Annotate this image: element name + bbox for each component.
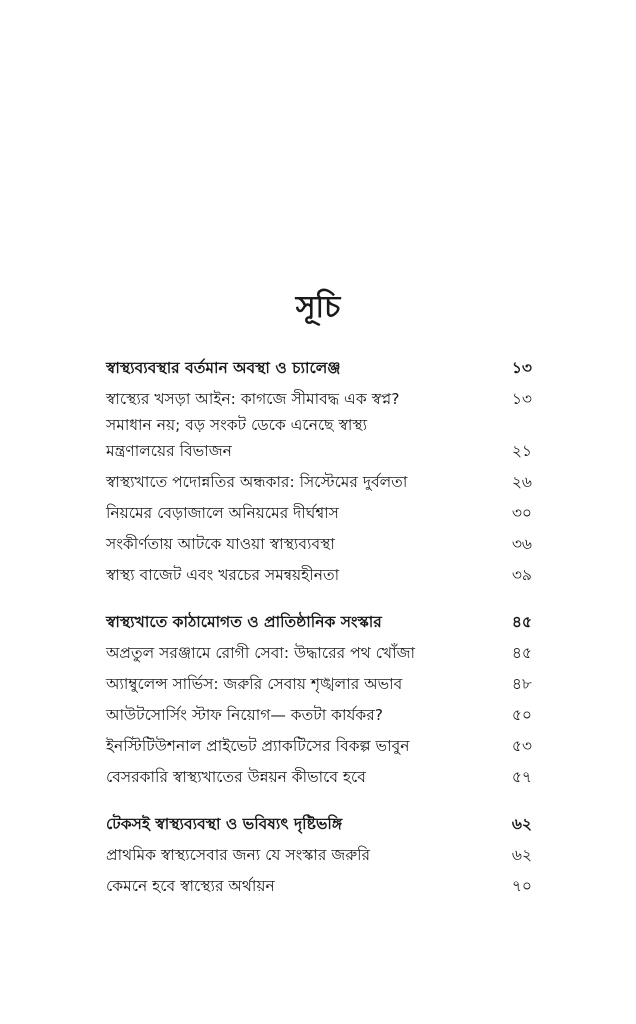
table-of-contents	[106, 350, 532, 915]
toc-entry-page: ৩০	[511, 504, 532, 522]
toc-entry-title: বেসরকারি স্বাস্থ্যখাতের উন্নয়ন কীভাবে হবে	[106, 768, 366, 786]
section-heading-page: ৪৫	[511, 613, 532, 631]
toc-section-1	[106, 350, 532, 588]
toc-entry[interactable]	[106, 728, 532, 759]
section-heading-title: স্বাস্থ্যব্যবস্থার বর্তমান অবস্থা ও চ্যালেঞ্জ	[106, 359, 341, 377]
toc-entry-title: স্বাস্থ্য বাজেট এবং খরচের সমন্বয়হীনতা	[106, 566, 340, 584]
section-heading[interactable]	[106, 604, 532, 635]
toc-entry-page: ৫০	[511, 706, 532, 724]
section-heading-title: টেকসই স্বাস্থ্যব্যবস্থা ও ভবিষ্যৎ দৃষ্টিভঙ্গি	[106, 815, 343, 833]
toc-entry[interactable]	[106, 868, 532, 899]
toc-entry[interactable]	[106, 495, 532, 526]
toc-section-3	[106, 806, 532, 899]
toc-entry-page: ৪৮	[511, 675, 532, 693]
toc-entry[interactable]	[106, 412, 532, 464]
toc-entry-page: ৫৭	[511, 768, 532, 786]
toc-entry-page: ২১	[511, 442, 532, 460]
toc-entry-title: ইনস্টিটিউশনাল প্রাইভেট প্র্যাকটিসের বিকল্প ভাবুন	[106, 737, 410, 755]
toc-entry-page: ৩৯	[511, 566, 532, 584]
toc-entry[interactable]	[106, 635, 532, 666]
toc-entry-title: স্বাস্থ্যের খসড়া আইন: কাগজে সীমাবদ্ধ এক স্বপ্ন?	[106, 390, 400, 408]
toc-entry-page: ২৬	[511, 473, 532, 491]
toc-entry-page: ৫৩	[511, 737, 532, 755]
toc-entry-title: সমাধান নয়; বড় সংকট ডেকে এনেছে স্বাস্থ্য মন্ত্রণালয়ের বিভাজন	[106, 416, 368, 460]
section-heading-page: ৬২	[511, 815, 532, 833]
toc-entry-page: ৭০	[511, 877, 532, 895]
toc-entry-title: আউটসোর্সিং স্টাফ নিয়োগ— কতটা কার্যকর?	[106, 706, 383, 724]
toc-entry-title: সংকীর্ণতায় আটকে যাওয়া স্বাস্থ্যব্যবস্থা	[106, 535, 335, 553]
toc-entry-page: ৪৫	[511, 644, 532, 662]
toc-entry-title: অপ্রতুল সরঞ্জামে রোগী সেবা: উদ্ধারের পথ খোঁজা	[106, 644, 415, 662]
toc-entry-title: কেমনে হবে স্বাস্থ্যের অর্থায়ন	[106, 877, 275, 895]
toc-entry[interactable]	[106, 381, 532, 412]
toc-entry-title: অ্যাম্বুলেন্স সার্ভিস: জরুরি সেবায় শৃঙ্খলার অভাব	[106, 675, 403, 693]
section-heading-title: স্বাস্থ্যখাতে কাঠামোগত ও প্রাতিষ্ঠানিক সংস্কার	[106, 613, 382, 631]
toc-entry[interactable]	[106, 759, 532, 790]
toc-entry[interactable]	[106, 464, 532, 495]
toc-entry-title: প্রাথমিক স্বাস্থ্যসেবার জন্য যে সংস্কার জরুরি	[106, 846, 371, 864]
toc-entry[interactable]	[106, 697, 532, 728]
section-heading-page: ১৩	[511, 359, 532, 377]
page-title: সূচি	[295, 290, 341, 325]
section-heading[interactable]	[106, 806, 532, 837]
toc-entry-title: নিয়মের বেড়াজালে অনিয়মের দীর্ঘশ্বাস	[106, 504, 339, 522]
toc-entry[interactable]	[106, 526, 532, 557]
toc-entry-page: ৬২	[511, 846, 532, 864]
toc-entry-page: ৩৬	[511, 535, 532, 553]
toc-entry-page: ১৩	[511, 390, 532, 408]
section-heading[interactable]	[106, 350, 532, 381]
toc-entry-title: স্বাস্থ্যখাতে পদোন্নতির অন্ধকার: সিস্টেমের দুর্বলতা	[106, 473, 408, 491]
toc-entry[interactable]	[106, 837, 532, 868]
toc-entry[interactable]	[106, 666, 532, 697]
toc-entry[interactable]	[106, 557, 532, 588]
toc-section-2	[106, 604, 532, 790]
